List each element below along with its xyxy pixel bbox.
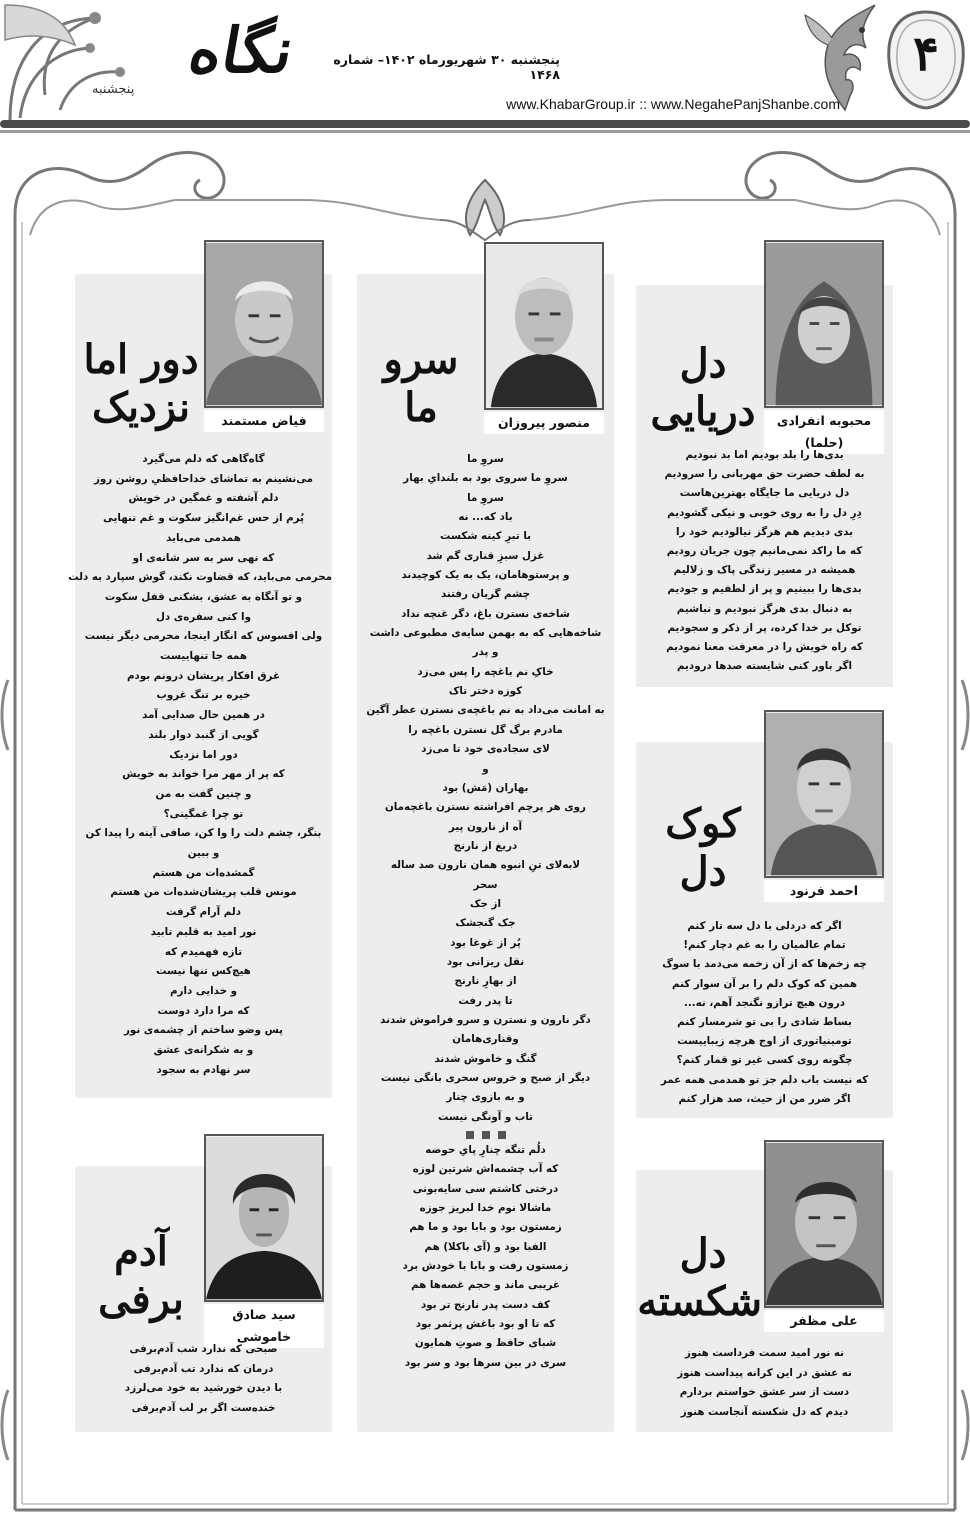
poem-line: پُرم از حس غم‌انگیز سکوت و غم تنهایی — [103, 512, 304, 525]
poem-line: مادرم برگ گل نسترن باغچه را — [408, 723, 563, 736]
poem-line: چه زخم‌ها که از آن زخمه می‌دمد با سوگ — [662, 958, 867, 971]
poem-line: که نیست باب دلم جز تو همدمی همه عمر — [660, 1073, 869, 1086]
poem-line: که تا او بود باغش پرثمر بود — [415, 1318, 556, 1331]
portrait-woman-icon — [766, 242, 882, 406]
poem-line: دیدم که دل شکسته آنجاست هنوز — [680, 1405, 849, 1418]
phoenix-emblem-icon — [800, 0, 890, 118]
poem-title-line: دور اما — [83, 336, 199, 383]
poem-title — [80, 1228, 202, 1324]
poem-line: ماشالا نوم خدا لبریز جوزه — [419, 1202, 552, 1215]
poem-line: جک گنجشک — [455, 917, 516, 930]
poem-line: غزل سبزِ قناری گم شد — [426, 549, 545, 562]
poem-line: بهاران (مَش) بود — [442, 781, 529, 794]
author-name: احمد فرنود — [764, 880, 884, 902]
poem-line: که نهی سر به سر شانه‌ی او — [132, 551, 275, 564]
poem-line: تمام عالمیان را به غم دچار کنم! — [683, 939, 846, 952]
poem-title-line: دل — [679, 340, 727, 387]
poem-line: توکل بر خدا کرده، پر از ذکر و سجودیم — [667, 621, 862, 634]
poem-line: و به بازوی چنار — [446, 1091, 525, 1104]
poem-line: به لطف حضرت حق مهربانی را سرودیم — [664, 468, 865, 481]
poem-line: دلم آرام گرفت — [166, 906, 241, 919]
author-name: محبوبه انفرادی (حلما) — [764, 410, 884, 454]
poem-text — [357, 450, 614, 1373]
author-photo — [204, 1134, 324, 1302]
poem-line: همدمی می‌باید — [166, 531, 241, 544]
poem-line: دریغ از نارنج — [453, 839, 518, 852]
author-name: سید صادق خاموشی — [204, 1304, 324, 1348]
poem-line: می‌نشینم به تماشای خداحافظیِ روشن روز — [93, 472, 314, 485]
poem-line: زمستون بود و بابا بود و ما هم — [409, 1221, 562, 1234]
poem-title-line: نزدیک — [92, 384, 190, 431]
poem-line: روی هر پرچم افراشته نسترن باغچه‌مان — [385, 801, 586, 814]
poem-line: باد که... نه — [458, 511, 513, 524]
poem-line: به دنبال بدی هرگز نبودیم و نباشیم — [676, 602, 853, 615]
poem-title-line: آدم — [114, 1228, 168, 1275]
portrait-man-icon — [206, 242, 322, 406]
poem-line: اگر که دردلی با دل سه تار کنم — [687, 920, 842, 932]
poem-line: خنده‌ست اگر بر لب آدم‌برفی — [131, 1401, 276, 1414]
poem-line: خیره بر تنگ غروب — [156, 689, 251, 702]
poem-title-line: سرو — [383, 336, 459, 383]
poem-line: دلم آشفته و غمگین در خویش — [128, 492, 279, 505]
poem-line: سحر — [473, 878, 498, 891]
poem-line: چشم گریان رفتند — [440, 588, 531, 601]
poem-line: و ببین — [187, 847, 220, 860]
poem-line: که ما راکد نمی‌مانیم چون جریان رودیم — [666, 545, 863, 558]
poem-line: دیگر از صبح و خروس سحری بانگی نیست — [380, 1072, 591, 1084]
poem-line: اگر باور کنی شایسته صدها درودیم — [676, 660, 853, 673]
poem-line: تومینیاتوری از اوج هرچه زیباییست — [677, 1035, 852, 1048]
poem-line: و خدایی دارم — [169, 984, 238, 997]
poem-line: و چنین گفت به من — [155, 787, 252, 800]
poem-line: و پدر — [472, 646, 499, 659]
poem-line: بدی دیدیم هم هرگز نیالودیم خود را — [675, 525, 854, 538]
poem-line: اگر ضرر من از حیث، صد هزار کنم — [678, 1092, 851, 1105]
author-photo — [764, 240, 884, 408]
poem-line: محرمی می‌باید، که قضاوت نکند، گوش سپارد به دلت — [68, 571, 332, 584]
poem-line: شبای حافظ و صوتِ همایون — [414, 1337, 557, 1350]
poem-line: همیشه در مسیر زندگی پاک و زلالیم — [673, 564, 856, 577]
poem-line: تو چرا غمگینی؟ — [163, 807, 244, 820]
poem-line: نه عشق در این کرانه پیداست هنوز — [677, 1366, 852, 1379]
poem-text — [636, 917, 893, 1109]
poem-line: زمستون رفت و بابا با خودش برد — [402, 1260, 569, 1273]
portrait-elderly-man-icon — [486, 244, 602, 408]
poem-line: و به شکرانه‌ی عشق — [153, 1044, 254, 1057]
poem-line: ولی افسوس که انگار اینجا، محرمی دیگر نیست — [84, 630, 323, 643]
stanza-separator — [466, 1131, 506, 1139]
poem-line: شاخه‌ی نسترن باغ، دگر غنچه نداد — [401, 607, 570, 620]
author-photo — [764, 1140, 884, 1308]
masthead — [0, 0, 970, 135]
poem-line: و پرستوهامان، یک به یک کوچیدند — [401, 569, 570, 582]
poem-line: لابه‌لای تنِ انبوه همان نارون صد ساله — [390, 859, 581, 872]
poem-line: از جک — [469, 897, 501, 910]
poem-title — [637, 1230, 762, 1326]
page-number: ۴ — [913, 26, 939, 82]
poem-line: آه از نارون پیر — [448, 820, 523, 833]
poem-text — [636, 1344, 893, 1422]
poem-line: لای سجاده‌ی خود تا می‌زد — [421, 743, 550, 756]
poem-line: دگر نارون و نسترن و سرو فراموش شدند — [380, 1013, 591, 1026]
poem-line: الفبا بود و (آی باکلا) هم — [424, 1240, 547, 1253]
poem-line: نور امید به قلبم تابید — [150, 925, 257, 938]
poem-line: بدی‌ها را ببینیم و پر از لطفیم و جودیم — [667, 583, 862, 596]
poem-line: گاه‌گاهی که دلم می‌گیرد — [142, 453, 265, 465]
poem-title-line: برفی — [98, 1276, 184, 1323]
author-photo — [764, 710, 884, 878]
logo-title: نگاه — [183, 14, 300, 87]
author-name: علی مظفر — [764, 1310, 884, 1332]
poem-text — [636, 446, 893, 676]
poem-line: درختی کاشتم سی سایه‌بونی — [412, 1182, 559, 1195]
issue-dateline: پنجشنبه ۳۰ شهریورماه ۱۴۰۲– شماره ۱۴۶۸ — [333, 52, 560, 82]
poem-line: مونس قلب پریشان‌شده‌ات من هستم — [110, 886, 297, 899]
poem-title-line: ما — [404, 384, 438, 431]
poem-line: سروِ ما — [467, 453, 504, 465]
poem-line: گویی از گنبد دوار بلند — [148, 728, 259, 741]
page-number-badge — [885, 10, 967, 110]
poem-line: که راه خویش را در معرفت معنا نمودیم — [666, 641, 863, 654]
poem-line: شاخه‌هایی که به بهمن سایه‌ی مطبوعی داشت — [369, 627, 602, 640]
poem-line: سری در بین سرها بود و سر بود — [404, 1356, 567, 1369]
poem-line: که مرا دارد دوست — [157, 1004, 250, 1017]
poem-line: سروِ ما سروی بود به بلندایِ بهار — [403, 472, 568, 485]
poem-line: هیچ‌کس تنها نیست — [156, 965, 251, 978]
poem-title — [644, 340, 762, 436]
poem-line: بدی‌ها را بلد بودیم اما بد نبودیم — [685, 449, 844, 461]
poem-line: از بهارِ نارنج — [454, 975, 517, 988]
poem-title-line: کوک — [665, 800, 741, 847]
poem-line: همه جا تنهاییست — [160, 650, 247, 663]
poem-line: با تبرِ کینه شکست — [439, 530, 532, 543]
poem-title — [362, 336, 480, 432]
poem-line: کوزه دختر تاک — [448, 685, 523, 698]
poem-line: وقناری‌هامان — [452, 1033, 519, 1046]
poem-line: تا پدر رفت — [458, 994, 513, 1007]
poem-line: دور اما نزدیک — [169, 748, 238, 761]
website-urls[interactable]: www.KhabarGroup.ir :: www.NegahePanjShanbe.com — [506, 96, 840, 112]
poem-line: نقل ریزانی بود — [446, 955, 525, 968]
poem-line: پُر از غوغا بود — [450, 936, 521, 949]
poem-title-line: دل — [679, 848, 727, 895]
portrait-man-icon — [766, 1142, 882, 1306]
author-photo — [484, 242, 604, 410]
logo-subtitle: پنجشنبه — [92, 82, 135, 97]
poem-line: در همین حال صدایی آمد — [142, 709, 265, 722]
poem-line: کف دست پدر نارنج تر بود — [420, 1298, 551, 1311]
portrait-young-man-icon — [206, 1136, 322, 1300]
poem-line: که پر از مهر مرا خواند به خویش — [122, 768, 285, 781]
poem-line: غریبی ماند و حجم غصه‌ها هم — [411, 1279, 560, 1292]
poem-title — [80, 336, 202, 432]
poem-line: دل دریایی ما جایگاه بهترین‌هاست — [679, 487, 850, 500]
header-divider-thin — [0, 130, 970, 133]
poem-line: و — [482, 762, 489, 775]
poem-line: نه نور امید سمت فرداست هنوز — [685, 1347, 844, 1359]
author-photo — [204, 240, 324, 408]
poem-line: درمان که ندارد تب آدم‌برفی — [133, 1362, 274, 1375]
poem-title — [644, 800, 762, 896]
poem-line: که آب چشمه‌اش شرتین لوزه — [412, 1163, 559, 1176]
poem-text — [75, 1340, 332, 1418]
author-name: فیاض مستمند — [204, 410, 324, 432]
poem-line: همین که کوک دلم را بر آن سوار کنم — [672, 977, 857, 990]
poem-line: چگونه روی کسی غیر تو قمار کنم؟ — [676, 1054, 853, 1067]
header-divider — [0, 120, 970, 128]
poem-line: وا کنی سفره‌ی دل — [156, 610, 251, 623]
poem-line: گمشده‌ات من هستم — [152, 866, 255, 879]
poem-line: سروِ ما — [467, 491, 504, 504]
poem-line: پس وضو ساختم از چشمه‌ی نور — [123, 1024, 284, 1037]
poem-title-line: شکسته — [637, 1278, 762, 1325]
poem-line: تاب و آونگی نیست — [438, 1110, 533, 1123]
poem-line: تازه فهمیدم که — [164, 945, 243, 958]
poem-line: درون هیچ ترازو نگنجد آهم، نه... — [683, 996, 846, 1009]
poem-line: گنگ و خاموش شدند — [434, 1052, 537, 1065]
poem-line: سر نهادم به سجود — [156, 1063, 251, 1076]
poem-line: به امانت می‌داد به نم باغچه‌ی نسترن عطر آگین — [366, 704, 605, 717]
poem-line: بساط شادی را بی تو شرمسار کنم — [677, 1016, 852, 1029]
poem-line: صبحی که ندارد شب آدم‌برفی — [129, 1343, 278, 1355]
poem-line: خاکِ نم باغچه را پس می‌زد — [417, 665, 554, 678]
newspaper-logo[interactable] — [88, 14, 313, 108]
poem-line: دست از سر عشق خواستم بردارم — [679, 1386, 850, 1398]
poem-line: بنگر، چشم دلت را وا کن، صافی آینه را پیدا کن — [85, 827, 322, 840]
poem-line: دِرِ دل را به روی خوبی و نیکی گشودیم — [667, 506, 862, 519]
author-name: منصور پیروزان — [484, 412, 604, 434]
poem-line: با دیدن خورشید به خود می‌لرزد — [124, 1382, 283, 1394]
poem-line: و تو آنگاه به عشق، بشکنی قفل سکوت — [104, 590, 303, 603]
portrait-man-icon — [766, 712, 882, 876]
poem-title-line: دل — [679, 1230, 727, 1277]
poem-title-line: دریایی — [650, 388, 756, 435]
poem-text — [68, 450, 332, 1081]
poem-line: غرق افکار پریشان درونم بودم — [126, 669, 280, 682]
poem-line: دلُم تنگه چنارِ پایِ حوضه — [425, 1144, 546, 1157]
